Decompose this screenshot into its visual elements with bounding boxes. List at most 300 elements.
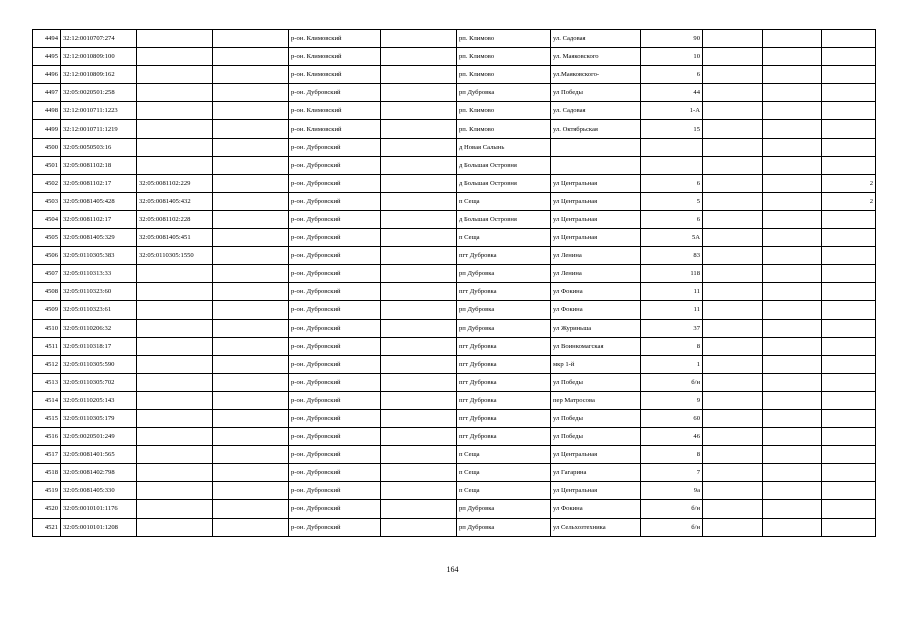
cell-extra-col-3 — [822, 482, 876, 500]
cell-cadastral-number: 32:12:0010809:162 — [61, 66, 137, 84]
cell-cadastral-number-2: 32:05:0081405:451 — [137, 229, 213, 247]
cell-extra-col-3 — [822, 84, 876, 102]
cell-extra-col-3 — [822, 355, 876, 373]
cell-extra-col-2 — [763, 247, 822, 265]
cell-row-number: 4496 — [33, 66, 61, 84]
cell-district: р-он. Дубровский — [289, 391, 381, 409]
cell-street: ул. Октябрьская — [551, 120, 641, 138]
cell-empty-col-2 — [381, 174, 457, 192]
cell-extra-col-2 — [763, 391, 822, 409]
cell-locality: д Большая Островня — [457, 174, 551, 192]
cell-house-number: 1 — [641, 355, 703, 373]
cell-empty-col-2 — [381, 156, 457, 174]
cell-row-number: 4520 — [33, 500, 61, 518]
cell-extra-col-1 — [703, 192, 763, 210]
table-row — [33, 428, 876, 446]
cell-district: р-он. Дубровский — [289, 355, 381, 373]
cell-cadastral-number: 32:05:0110205:143 — [61, 391, 137, 409]
cell-empty-col — [213, 283, 289, 301]
cell-extra-col-3 — [822, 428, 876, 446]
cell-extra-col-3 — [822, 373, 876, 391]
cell-extra-col-3 — [822, 391, 876, 409]
cell-cadastral-number: 32:05:0081405:329 — [61, 229, 137, 247]
cell-empty-col — [213, 337, 289, 355]
cell-street: ул Сельхозтехника — [551, 518, 641, 536]
cell-cadastral-number-2 — [137, 518, 213, 536]
cell-house-number: 46 — [641, 428, 703, 446]
cell-locality: пгт Дубровка — [457, 391, 551, 409]
cell-district: р-он. Климовский — [289, 120, 381, 138]
cell-extra-col-1 — [703, 446, 763, 464]
cell-house-number: б/н — [641, 500, 703, 518]
cell-street: ул Центральная — [551, 192, 641, 210]
cell-empty-col-2 — [381, 66, 457, 84]
cell-extra-col-3 — [822, 138, 876, 156]
cell-locality: рп. Климово — [457, 30, 551, 48]
cell-street — [551, 156, 641, 174]
cell-empty-col — [213, 174, 289, 192]
cell-street: ул Победы — [551, 84, 641, 102]
cell-locality: пгт Дубровка — [457, 283, 551, 301]
cell-house-number: 11 — [641, 283, 703, 301]
cell-street: ул Победы — [551, 428, 641, 446]
cell-extra-col-2 — [763, 518, 822, 536]
cell-street — [551, 138, 641, 156]
cell-cadastral-number: 32:05:0081102:17 — [61, 174, 137, 192]
cell-cadastral-number: 32:05:0081405:330 — [61, 482, 137, 500]
cell-cadastral-number-2 — [137, 446, 213, 464]
cell-empty-col — [213, 464, 289, 482]
table-row — [33, 482, 876, 500]
cell-street: мкр 1-й — [551, 355, 641, 373]
cell-extra-col-2 — [763, 319, 822, 337]
cell-extra-col-2 — [763, 464, 822, 482]
cell-cadastral-number-2: 32:05:0081102:228 — [137, 210, 213, 228]
cell-extra-col-3 — [822, 156, 876, 174]
cell-empty-col-2 — [381, 464, 457, 482]
cell-empty-col — [213, 210, 289, 228]
cell-cadastral-number: 32:05:0110305:590 — [61, 355, 137, 373]
cell-house-number: 6 — [641, 66, 703, 84]
cell-extra-col-3 — [822, 500, 876, 518]
cell-extra-col-1 — [703, 102, 763, 120]
cell-extra-col-2 — [763, 174, 822, 192]
cell-house-number: 6 — [641, 210, 703, 228]
cell-extra-col-1 — [703, 30, 763, 48]
cell-empty-col — [213, 192, 289, 210]
cell-district: р-он. Климовский — [289, 102, 381, 120]
cell-extra-col-2 — [763, 373, 822, 391]
cell-cadastral-number: 32:05:0010101:1176 — [61, 500, 137, 518]
cell-empty-col — [213, 102, 289, 120]
cell-extra-col-1 — [703, 283, 763, 301]
cell-house-number: 10 — [641, 48, 703, 66]
cell-extra-col-3 — [822, 409, 876, 427]
cell-row-number: 4516 — [33, 428, 61, 446]
cell-locality: п Сеща — [457, 192, 551, 210]
cell-row-number: 4514 — [33, 391, 61, 409]
cell-district: р-он. Дубровский — [289, 174, 381, 192]
cell-empty-col — [213, 48, 289, 66]
cell-extra-col-3 — [822, 283, 876, 301]
cell-extra-col-2 — [763, 30, 822, 48]
cell-house-number: 118 — [641, 265, 703, 283]
cell-extra-col-2 — [763, 428, 822, 446]
cell-locality: рп. Климово — [457, 102, 551, 120]
cell-extra-col-1 — [703, 265, 763, 283]
table-row — [33, 120, 876, 138]
cell-extra-col-3 — [822, 265, 876, 283]
table-row — [33, 156, 876, 174]
cell-extra-col-1 — [703, 301, 763, 319]
cell-house-number: 1-А — [641, 102, 703, 120]
cell-cadastral-number-2 — [137, 428, 213, 446]
cell-row-number: 4521 — [33, 518, 61, 536]
cell-street: ул. Садовая — [551, 30, 641, 48]
cell-street: ул Фокина — [551, 500, 641, 518]
cell-cadastral-number: 32:05:0110305:383 — [61, 247, 137, 265]
table-row — [33, 210, 876, 228]
cell-extra-col-1 — [703, 138, 763, 156]
table-row — [33, 174, 876, 192]
cell-locality: рп Дубровка — [457, 84, 551, 102]
cell-row-number: 4499 — [33, 120, 61, 138]
cell-cadastral-number-2 — [137, 265, 213, 283]
cell-empty-col — [213, 138, 289, 156]
cell-extra-col-3 — [822, 102, 876, 120]
cell-cadastral-number-2 — [137, 319, 213, 337]
cell-cadastral-number: 32:05:0020501:249 — [61, 428, 137, 446]
cell-empty-col-2 — [381, 446, 457, 464]
cell-empty-col — [213, 500, 289, 518]
cell-extra-col-1 — [703, 518, 763, 536]
cell-extra-col-2 — [763, 120, 822, 138]
cell-row-number: 4500 — [33, 138, 61, 156]
cell-extra-col-3 — [822, 518, 876, 536]
cell-cadastral-number: 32:05:0110305:179 — [61, 409, 137, 427]
cell-cadastral-number: 32:05:0110323:60 — [61, 283, 137, 301]
cell-cadastral-number: 32:05:0110313:33 — [61, 265, 137, 283]
cell-street: ул Воинкомагская — [551, 337, 641, 355]
table-row — [33, 373, 876, 391]
cell-empty-col — [213, 446, 289, 464]
table-row — [33, 518, 876, 536]
cell-row-number: 4508 — [33, 283, 61, 301]
table-row — [33, 391, 876, 409]
cell-extra-col-2 — [763, 138, 822, 156]
cell-street: ул Победы — [551, 409, 641, 427]
cell-extra-col-3 — [822, 247, 876, 265]
cell-extra-col-3 — [822, 446, 876, 464]
cell-locality: рп Дубровка — [457, 319, 551, 337]
cell-extra-col-1 — [703, 355, 763, 373]
cell-house-number: б/н — [641, 518, 703, 536]
cell-locality: д Большая Островня — [457, 210, 551, 228]
cell-district: р-он. Дубровский — [289, 464, 381, 482]
cell-extra-col-2 — [763, 355, 822, 373]
cell-extra-col-2 — [763, 446, 822, 464]
cell-cadastral-number: 32:05:0110305:702 — [61, 373, 137, 391]
cell-empty-col — [213, 120, 289, 138]
cell-empty-col-2 — [381, 500, 457, 518]
cell-extra-col-1 — [703, 391, 763, 409]
cell-cadastral-number-2 — [137, 355, 213, 373]
cell-extra-col-1 — [703, 409, 763, 427]
table-row — [33, 409, 876, 427]
cell-empty-col-2 — [381, 428, 457, 446]
table-row — [33, 283, 876, 301]
cell-house-number: 7 — [641, 464, 703, 482]
cell-street: ул Фокина — [551, 301, 641, 319]
cell-house-number: б/н — [641, 373, 703, 391]
cell-extra-col-1 — [703, 428, 763, 446]
cell-house-number: 9а — [641, 482, 703, 500]
cell-cadastral-number: 32:05:0110318:17 — [61, 337, 137, 355]
cell-empty-col-2 — [381, 265, 457, 283]
cell-extra-col-1 — [703, 174, 763, 192]
cell-extra-col-1 — [703, 84, 763, 102]
table-row — [33, 48, 876, 66]
cell-cadastral-number: 32:05:0081401:565 — [61, 446, 137, 464]
cell-locality: п Сеща — [457, 464, 551, 482]
cell-empty-col-2 — [381, 30, 457, 48]
cell-cadastral-number-2 — [137, 102, 213, 120]
cell-extra-col-1 — [703, 247, 763, 265]
table-row — [33, 102, 876, 120]
cell-house-number: 9 — [641, 391, 703, 409]
cell-extra-col-1 — [703, 48, 763, 66]
cell-extra-col-3 — [822, 120, 876, 138]
cell-house-number: 5 — [641, 192, 703, 210]
cell-street: ул Центральная — [551, 229, 641, 247]
cell-row-number: 4506 — [33, 247, 61, 265]
cell-district: р-он. Дубровский — [289, 265, 381, 283]
cell-locality: п Сеща — [457, 482, 551, 500]
cell-extra-col-3 — [822, 210, 876, 228]
cell-district: р-он. Дубровский — [289, 138, 381, 156]
table-row — [33, 265, 876, 283]
cell-extra-col-3: 2 — [822, 192, 876, 210]
cell-cadastral-number: 32:05:0081102:18 — [61, 156, 137, 174]
cell-district: р-он. Дубровский — [289, 446, 381, 464]
cell-extra-col-1 — [703, 66, 763, 84]
cell-extra-col-1 — [703, 482, 763, 500]
cell-extra-col-2 — [763, 283, 822, 301]
cell-empty-col-2 — [381, 48, 457, 66]
cell-empty-col-2 — [381, 247, 457, 265]
cell-district: р-он. Климовский — [289, 66, 381, 84]
cell-house-number: 8 — [641, 337, 703, 355]
cell-extra-col-2 — [763, 500, 822, 518]
cell-extra-col-3 — [822, 301, 876, 319]
cell-cadastral-number: 32:05:0110323:61 — [61, 301, 137, 319]
table-row — [33, 192, 876, 210]
cell-cadastral-number-2 — [137, 30, 213, 48]
table-row — [33, 138, 876, 156]
cell-cadastral-number-2 — [137, 337, 213, 355]
cell-street: ул. Садовая — [551, 102, 641, 120]
cell-row-number: 4502 — [33, 174, 61, 192]
cell-extra-col-1 — [703, 120, 763, 138]
cell-district: р-он. Дубровский — [289, 247, 381, 265]
cell-locality: пгт Дубровка — [457, 409, 551, 427]
cell-extra-col-3 — [822, 337, 876, 355]
cell-locality: пгт Дубровка — [457, 373, 551, 391]
cell-extra-col-2 — [763, 482, 822, 500]
cell-extra-col-1 — [703, 337, 763, 355]
cell-cadastral-number-2 — [137, 409, 213, 427]
cell-extra-col-1 — [703, 500, 763, 518]
cell-cadastral-number: 32:05:0020501:258 — [61, 84, 137, 102]
table-row — [33, 229, 876, 247]
cell-row-number: 4513 — [33, 373, 61, 391]
cell-street: ул Центральная — [551, 446, 641, 464]
table-row — [33, 84, 876, 102]
cell-empty-col — [213, 482, 289, 500]
cell-street: ул Гагарина — [551, 464, 641, 482]
cell-row-number: 4509 — [33, 301, 61, 319]
cell-house-number — [641, 156, 703, 174]
cell-street: ул Ленина — [551, 247, 641, 265]
cell-empty-col-2 — [381, 283, 457, 301]
cell-empty-col-2 — [381, 84, 457, 102]
cell-cadastral-number-2 — [137, 48, 213, 66]
cell-district: р-он. Дубровский — [289, 337, 381, 355]
cell-cadastral-number: 32:12:0010707:274 — [61, 30, 137, 48]
cell-cadastral-number-2 — [137, 138, 213, 156]
cell-extra-col-2 — [763, 48, 822, 66]
cell-cadastral-number-2: 32:05:0081102:229 — [137, 174, 213, 192]
cell-empty-col-2 — [381, 337, 457, 355]
cell-locality: рп. Климово — [457, 48, 551, 66]
cell-cadastral-number-2 — [137, 373, 213, 391]
cell-extra-col-2 — [763, 409, 822, 427]
cell-cadastral-number: 32:05:0081102:17 — [61, 210, 137, 228]
cell-empty-col — [213, 409, 289, 427]
cell-empty-col-2 — [381, 192, 457, 210]
cell-locality: д Новая Салынь — [457, 138, 551, 156]
cell-empty-col-2 — [381, 409, 457, 427]
cell-street: ул. Маяковского — [551, 48, 641, 66]
cell-house-number: 90 — [641, 30, 703, 48]
cell-extra-col-2 — [763, 156, 822, 174]
cell-empty-col — [213, 66, 289, 84]
cell-extra-col-1 — [703, 464, 763, 482]
cell-locality: рп Дубровка — [457, 265, 551, 283]
cell-district: р-он. Дубровский — [289, 210, 381, 228]
cell-district: р-он. Дубровский — [289, 192, 381, 210]
cell-extra-col-2 — [763, 102, 822, 120]
cell-row-number: 4497 — [33, 84, 61, 102]
cell-row-number: 4518 — [33, 464, 61, 482]
cell-extra-col-3 — [822, 319, 876, 337]
cell-locality: рп. Климово — [457, 66, 551, 84]
cell-empty-col-2 — [381, 102, 457, 120]
cell-empty-col — [213, 518, 289, 536]
cell-locality: рп Дубровка — [457, 301, 551, 319]
cell-district: р-он. Дубровский — [289, 518, 381, 536]
cell-row-number: 4517 — [33, 446, 61, 464]
cell-district: р-он. Дубровский — [289, 156, 381, 174]
cell-cadastral-number-2 — [137, 500, 213, 518]
cell-locality: рп. Климово — [457, 120, 551, 138]
cell-cadastral-number-2 — [137, 84, 213, 102]
cell-row-number: 4503 — [33, 192, 61, 210]
cell-empty-col — [213, 265, 289, 283]
table-row — [33, 355, 876, 373]
table-row — [33, 337, 876, 355]
cell-extra-col-1 — [703, 319, 763, 337]
cell-extra-col-2 — [763, 66, 822, 84]
cell-empty-col — [213, 391, 289, 409]
cell-extra-col-2 — [763, 265, 822, 283]
cell-cadastral-number-2: 32:05:0110305:1550 — [137, 247, 213, 265]
cell-empty-col — [213, 156, 289, 174]
cell-cadastral-number-2: 32:05:0081405:432 — [137, 192, 213, 210]
cell-street: ул Центральная — [551, 210, 641, 228]
cell-locality: рп Дубровка — [457, 518, 551, 536]
cell-row-number: 4515 — [33, 409, 61, 427]
table-row — [33, 301, 876, 319]
cell-house-number: 15 — [641, 120, 703, 138]
cell-house-number: 8 — [641, 446, 703, 464]
cell-cadastral-number: 32:05:0050503:16 — [61, 138, 137, 156]
cell-empty-col-2 — [381, 518, 457, 536]
cell-cadastral-number: 32:05:0081402:798 — [61, 464, 137, 482]
cell-cadastral-number-2 — [137, 156, 213, 174]
cell-empty-col — [213, 319, 289, 337]
cell-district: р-он. Дубровский — [289, 319, 381, 337]
cell-cadastral-number-2 — [137, 66, 213, 84]
cell-cadastral-number-2 — [137, 120, 213, 138]
cell-extra-col-1 — [703, 156, 763, 174]
cell-locality: пгт Дубровка — [457, 247, 551, 265]
cell-empty-col — [213, 428, 289, 446]
cell-empty-col — [213, 247, 289, 265]
cell-extra-col-2 — [763, 301, 822, 319]
cell-empty-col-2 — [381, 229, 457, 247]
cell-house-number: 37 — [641, 319, 703, 337]
cell-row-number: 4519 — [33, 482, 61, 500]
cell-row-number: 4501 — [33, 156, 61, 174]
cell-district: р-он. Климовский — [289, 30, 381, 48]
table-row — [33, 464, 876, 482]
cell-street: ул Центральная — [551, 174, 641, 192]
cell-cadastral-number: 32:12:0010711:1219 — [61, 120, 137, 138]
cell-row-number: 4505 — [33, 229, 61, 247]
cell-street: ул Ленина — [551, 265, 641, 283]
cell-extra-col-3: 2 — [822, 174, 876, 192]
property-register-table — [32, 29, 876, 537]
cell-street: ул Центральная — [551, 482, 641, 500]
cell-extra-col-2 — [763, 192, 822, 210]
cell-extra-col-2 — [763, 337, 822, 355]
cell-cadastral-number: 32:12:0010809:100 — [61, 48, 137, 66]
table-row — [33, 30, 876, 48]
cell-extra-col-2 — [763, 210, 822, 228]
cell-cadastral-number-2 — [137, 283, 213, 301]
cell-empty-col-2 — [381, 319, 457, 337]
cell-extra-col-1 — [703, 210, 763, 228]
page-number: 164 — [446, 565, 459, 574]
cell-street: ул Фокина — [551, 283, 641, 301]
cell-extra-col-2 — [763, 84, 822, 102]
cell-extra-col-2 — [763, 229, 822, 247]
table-row — [33, 500, 876, 518]
cell-extra-col-3 — [822, 464, 876, 482]
cell-empty-col-2 — [381, 373, 457, 391]
cell-empty-col-2 — [381, 138, 457, 156]
